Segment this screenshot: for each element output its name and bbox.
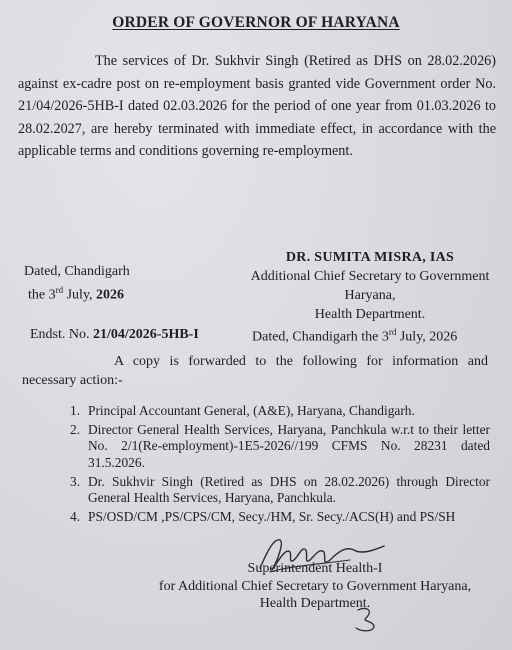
handwritten-initial (352, 604, 382, 636)
signatory-designation: Additional Chief Secretary to Government Haryana, (250, 269, 490, 303)
list-item: 4. PS/OSD/CM ,PS/CPS/CM, Secy./HM, Sr. Secy./ACS(H) and PS/SH (70, 508, 456, 524)
office-department: Health Department. (259, 596, 371, 611)
handwritten-signature (250, 530, 390, 580)
copy-forward-text: A copy is forwarded to the following for information and necessary action:- (22, 354, 488, 388)
recipient-list (70, 403, 490, 528)
signatory-department: Health Department. (314, 307, 426, 322)
dated-place: Dated, Chandigarh (24, 264, 130, 279)
order-title: ORDER OF GOVERNOR OF HARYANA (112, 14, 400, 31)
list-item: 1. Principal Accountant General, (A&E), Haryana, Chandigarh. (70, 403, 415, 418)
list-item: 3. Dr. Sukhvir Singh (Retired as DHS on 28.02.2026) through Director General Health Services, Haryana, Panchkula. (70, 473, 490, 506)
dated-block (24, 262, 130, 305)
signatory-name: DR. SUMITA MISRA, IAS (285, 250, 455, 265)
order-paragraph: The services of Dr. Sukhvir Singh (Retired as DHS on 28.02.2026) against ex-cadre post on re-employment basis granted vide Government order No. 21/04/2026-5HB-I dated 02.03.2026 for the period of one year from 01.03.2026 to 28.02.2027, are hereby terminated with immediate effect, in accordance with the applicable terms and conditions governing re-employment. (18, 53, 496, 160)
dated-date: the 3rd July, 2026 (28, 285, 125, 303)
endorsement-number: Endst. No. 21/04/2026-5HB-I (30, 327, 199, 342)
signatory-block (240, 248, 500, 324)
office-title: Superintendent Health-I (247, 561, 383, 576)
endorsement-date: Dated, Chandigarh the 3rd July, 2026 (252, 327, 458, 345)
list-item: 2. Director General Health Services, Haryana, Panchkula w.r.t to their letter No. 2/1(Re-employment)-1E5-2026//199 CFMS No. 28231 dated 31.5.2026. (70, 421, 490, 470)
office-on-behalf: for Additional Chief Secretary to Government Haryana, (158, 578, 472, 594)
